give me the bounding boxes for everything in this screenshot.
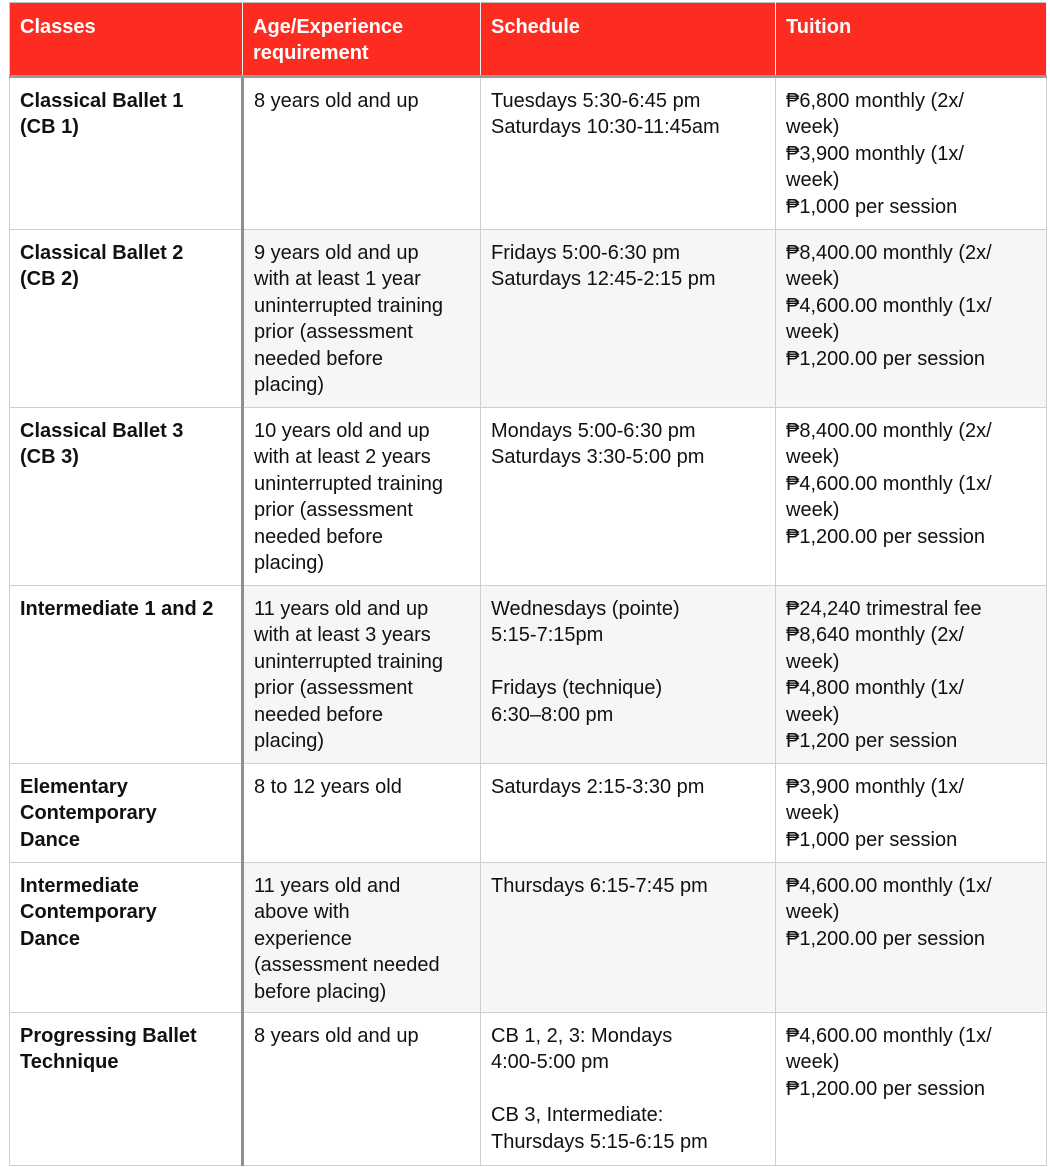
cell-text-line: ₱3,900 monthly (1x/: [786, 142, 964, 165]
cell-text-line: ₱4,800 monthly (1x/: [786, 677, 964, 700]
cell-class: [10, 586, 243, 764]
cell-text-line: needed before: [254, 703, 384, 726]
table-row: [10, 863, 1047, 1013]
cell-text-line: ₱4,600.00 monthly (1x/: [786, 294, 992, 317]
cell-text-line: Progressing Ballet: [20, 1025, 197, 1047]
cell-schedule: [481, 77, 776, 230]
cell-tuition: [776, 586, 1047, 764]
cell-text-line: above with: [254, 901, 350, 924]
cell-text-line: uninterrupted training: [254, 472, 444, 495]
table-header-row: [10, 3, 1047, 77]
cell-text-line: placing): [254, 552, 325, 575]
line-gap: [491, 1076, 765, 1102]
cell-text-line: 8 to 12 years old: [254, 776, 402, 798]
cell-text-line: Intermediate 1 and 2: [20, 598, 214, 620]
cell-text-line: Dance: [20, 828, 81, 851]
cell-text-line: ₱1,000 per session: [786, 828, 958, 851]
cell-text-line: (CB 2): [20, 268, 79, 291]
cell-text-line: ₱1,200.00 per session: [786, 1077, 986, 1100]
table-row: [10, 1013, 1047, 1166]
cell-text-line: week): [786, 499, 840, 522]
table-row: [10, 408, 1047, 586]
cell-text-line: prior (assessment: [254, 677, 413, 700]
cell-schedule: [481, 1013, 776, 1166]
cell-text-line: 5:15-7:15pm: [491, 624, 604, 647]
cell-class: [10, 408, 243, 586]
cell-schedule: [481, 764, 776, 863]
table-row: [10, 586, 1047, 764]
cell-requirement: [243, 863, 481, 1013]
cell-text-line: Saturdays 3:30-5:00 pm: [491, 446, 705, 469]
cell-text-line: before placing): [254, 980, 387, 1003]
table-row: [10, 764, 1047, 863]
cell-text-line: Saturdays 10:30-11:45am: [491, 116, 720, 139]
cell-tuition: [776, 863, 1047, 1013]
cell-class: [10, 77, 243, 230]
cell-text-line: week): [786, 650, 840, 673]
cell-text-line: ₱4,600.00 monthly (1x/: [786, 472, 992, 495]
cell-text-line: week): [786, 169, 840, 192]
cell-requirement: [243, 408, 481, 586]
cell-text-line: week): [786, 321, 840, 344]
cell-text-line: Fridays (technique): [491, 677, 663, 700]
cell-text-line: ₱1,200.00 per session: [786, 347, 986, 370]
cell-class: [10, 1013, 243, 1166]
cell-text-line: ₱4,600.00 monthly (1x/: [786, 1025, 992, 1047]
cell-text-line: Dance: [20, 927, 81, 950]
header-label: Classes: [20, 16, 96, 38]
cell-text-line: week): [786, 268, 840, 291]
cell-text-line: needed before: [254, 525, 384, 548]
cell-text-line: (assessment needed: [254, 954, 440, 977]
cell-text-line: with at least 2 years: [254, 446, 431, 469]
cell-schedule: [481, 230, 776, 408]
cell-requirement: [243, 230, 481, 408]
cell-schedule: [481, 863, 776, 1013]
cell-text-line: with at least 3 years: [254, 624, 431, 647]
cell-class: [10, 863, 243, 1013]
cell-requirement: [243, 764, 481, 863]
cell-text-line: ₱1,200.00 per session: [786, 927, 986, 950]
class-schedule-table: [9, 2, 1047, 1166]
table-row: [10, 77, 1047, 230]
cell-text-line: Mondays 5:00-6:30 pm: [491, 420, 696, 442]
cell-text-line: Tuesdays 5:30-6:45 pm: [491, 90, 701, 112]
cell-text-line: 8 years old and up: [254, 90, 419, 112]
cell-text-line: Elementary: [20, 776, 128, 798]
cell-text-line: Thursdays 6:15-7:45 pm: [491, 875, 708, 897]
cell-schedule: [481, 408, 776, 586]
cell-class: [10, 230, 243, 408]
cell-text-line: with at least 1 year: [254, 268, 421, 291]
cell-text-line: 4:00-5:00 pm: [491, 1051, 609, 1074]
cell-text-line: 11 years old and: [254, 875, 401, 897]
cell-text-line: prior (assessment: [254, 321, 413, 344]
cell-text-line: ₱4,600.00 monthly (1x/: [786, 875, 992, 897]
cell-text-line: uninterrupted training: [254, 650, 444, 673]
cell-tuition: [776, 230, 1047, 408]
cell-class: [10, 764, 243, 863]
cell-text-line: Intermediate: [20, 875, 139, 897]
cell-text-line: week): [786, 446, 840, 469]
cell-text-line: week): [786, 116, 840, 139]
cell-text-line: ₱1,000 per session: [786, 195, 958, 218]
cell-text-line: Saturdays 2:15-3:30 pm: [491, 776, 705, 798]
cell-text-line: Technique: [20, 1051, 119, 1074]
header-label: Age/Experience requirement: [253, 16, 404, 64]
cell-text-line: 11 years old and up: [254, 598, 429, 620]
cell-text-line: ₱1,200.00 per session: [786, 525, 986, 548]
cell-text-line: Classical Ballet 1: [20, 90, 184, 112]
header-label: Schedule: [491, 16, 580, 38]
cell-text-line: 8 years old and up: [254, 1025, 419, 1047]
header-tuition: [776, 3, 1047, 77]
cell-text-line: Contemporary: [20, 901, 157, 924]
cell-text-line: week): [786, 703, 840, 726]
cell-text-line: 6:30–8:00 pm: [491, 703, 614, 726]
header-label: Tuition: [786, 16, 852, 38]
cell-text-line: uninterrupted training: [254, 294, 444, 317]
cell-tuition: [776, 77, 1047, 230]
cell-tuition: [776, 408, 1047, 586]
cell-text-line: Classical Ballet 2: [20, 242, 184, 264]
cell-text-line: week): [786, 901, 840, 924]
cell-text-line: ₱1,200 per session: [786, 730, 958, 753]
cell-text-line: ₱24,240 trimestral fee: [786, 598, 982, 620]
cell-text-line: (CB 1): [20, 116, 79, 139]
cell-text-line: Thursdays 5:15-6:15 pm: [491, 1130, 708, 1153]
cell-requirement: [243, 77, 481, 230]
table-row: [10, 230, 1047, 408]
cell-text-line: ₱6,800 monthly (2x/: [786, 90, 964, 112]
cell-text-line: ₱8,640 monthly (2x/: [786, 624, 964, 647]
line-gap: [491, 649, 765, 675]
cell-text-line: Saturdays 12:45-2:15 pm: [491, 268, 716, 291]
cell-text-line: Contemporary: [20, 802, 157, 825]
cell-text-line: CB 1, 2, 3: Mondays: [491, 1025, 673, 1047]
cell-text-line: needed before: [254, 347, 384, 370]
cell-text-line: 9 years old and up: [254, 242, 419, 264]
cell-text-line: week): [786, 1051, 840, 1074]
cell-text-line: ₱3,900 monthly (1x/: [786, 776, 964, 798]
header-classes: [10, 3, 243, 77]
cell-tuition: [776, 1013, 1047, 1166]
cell-text-line: week): [786, 802, 840, 825]
cell-text-line: 10 years old and up: [254, 420, 430, 442]
cell-text-line: ₱8,400.00 monthly (2x/: [786, 242, 992, 264]
cell-tuition: [776, 764, 1047, 863]
cell-text-line: (CB 3): [20, 446, 79, 469]
cell-requirement: [243, 1013, 481, 1166]
cell-text-line: ₱8,400.00 monthly (2x/: [786, 420, 992, 442]
cell-text-line: Fridays 5:00-6:30 pm: [491, 242, 680, 264]
cell-text-line: experience: [254, 927, 352, 950]
cell-text-line: Classical Ballet 3: [20, 420, 184, 442]
header-schedule: [481, 3, 776, 77]
header-age-experience: [243, 3, 481, 77]
cell-text-line: Wednesdays (pointe): [491, 598, 680, 620]
cell-text-line: CB 3, Intermediate:: [491, 1104, 664, 1127]
cell-text-line: prior (assessment: [254, 499, 413, 522]
cell-text-line: placing): [254, 730, 325, 753]
cell-schedule: [481, 586, 776, 764]
cell-requirement: [243, 586, 481, 764]
cell-text-line: placing): [254, 374, 325, 397]
